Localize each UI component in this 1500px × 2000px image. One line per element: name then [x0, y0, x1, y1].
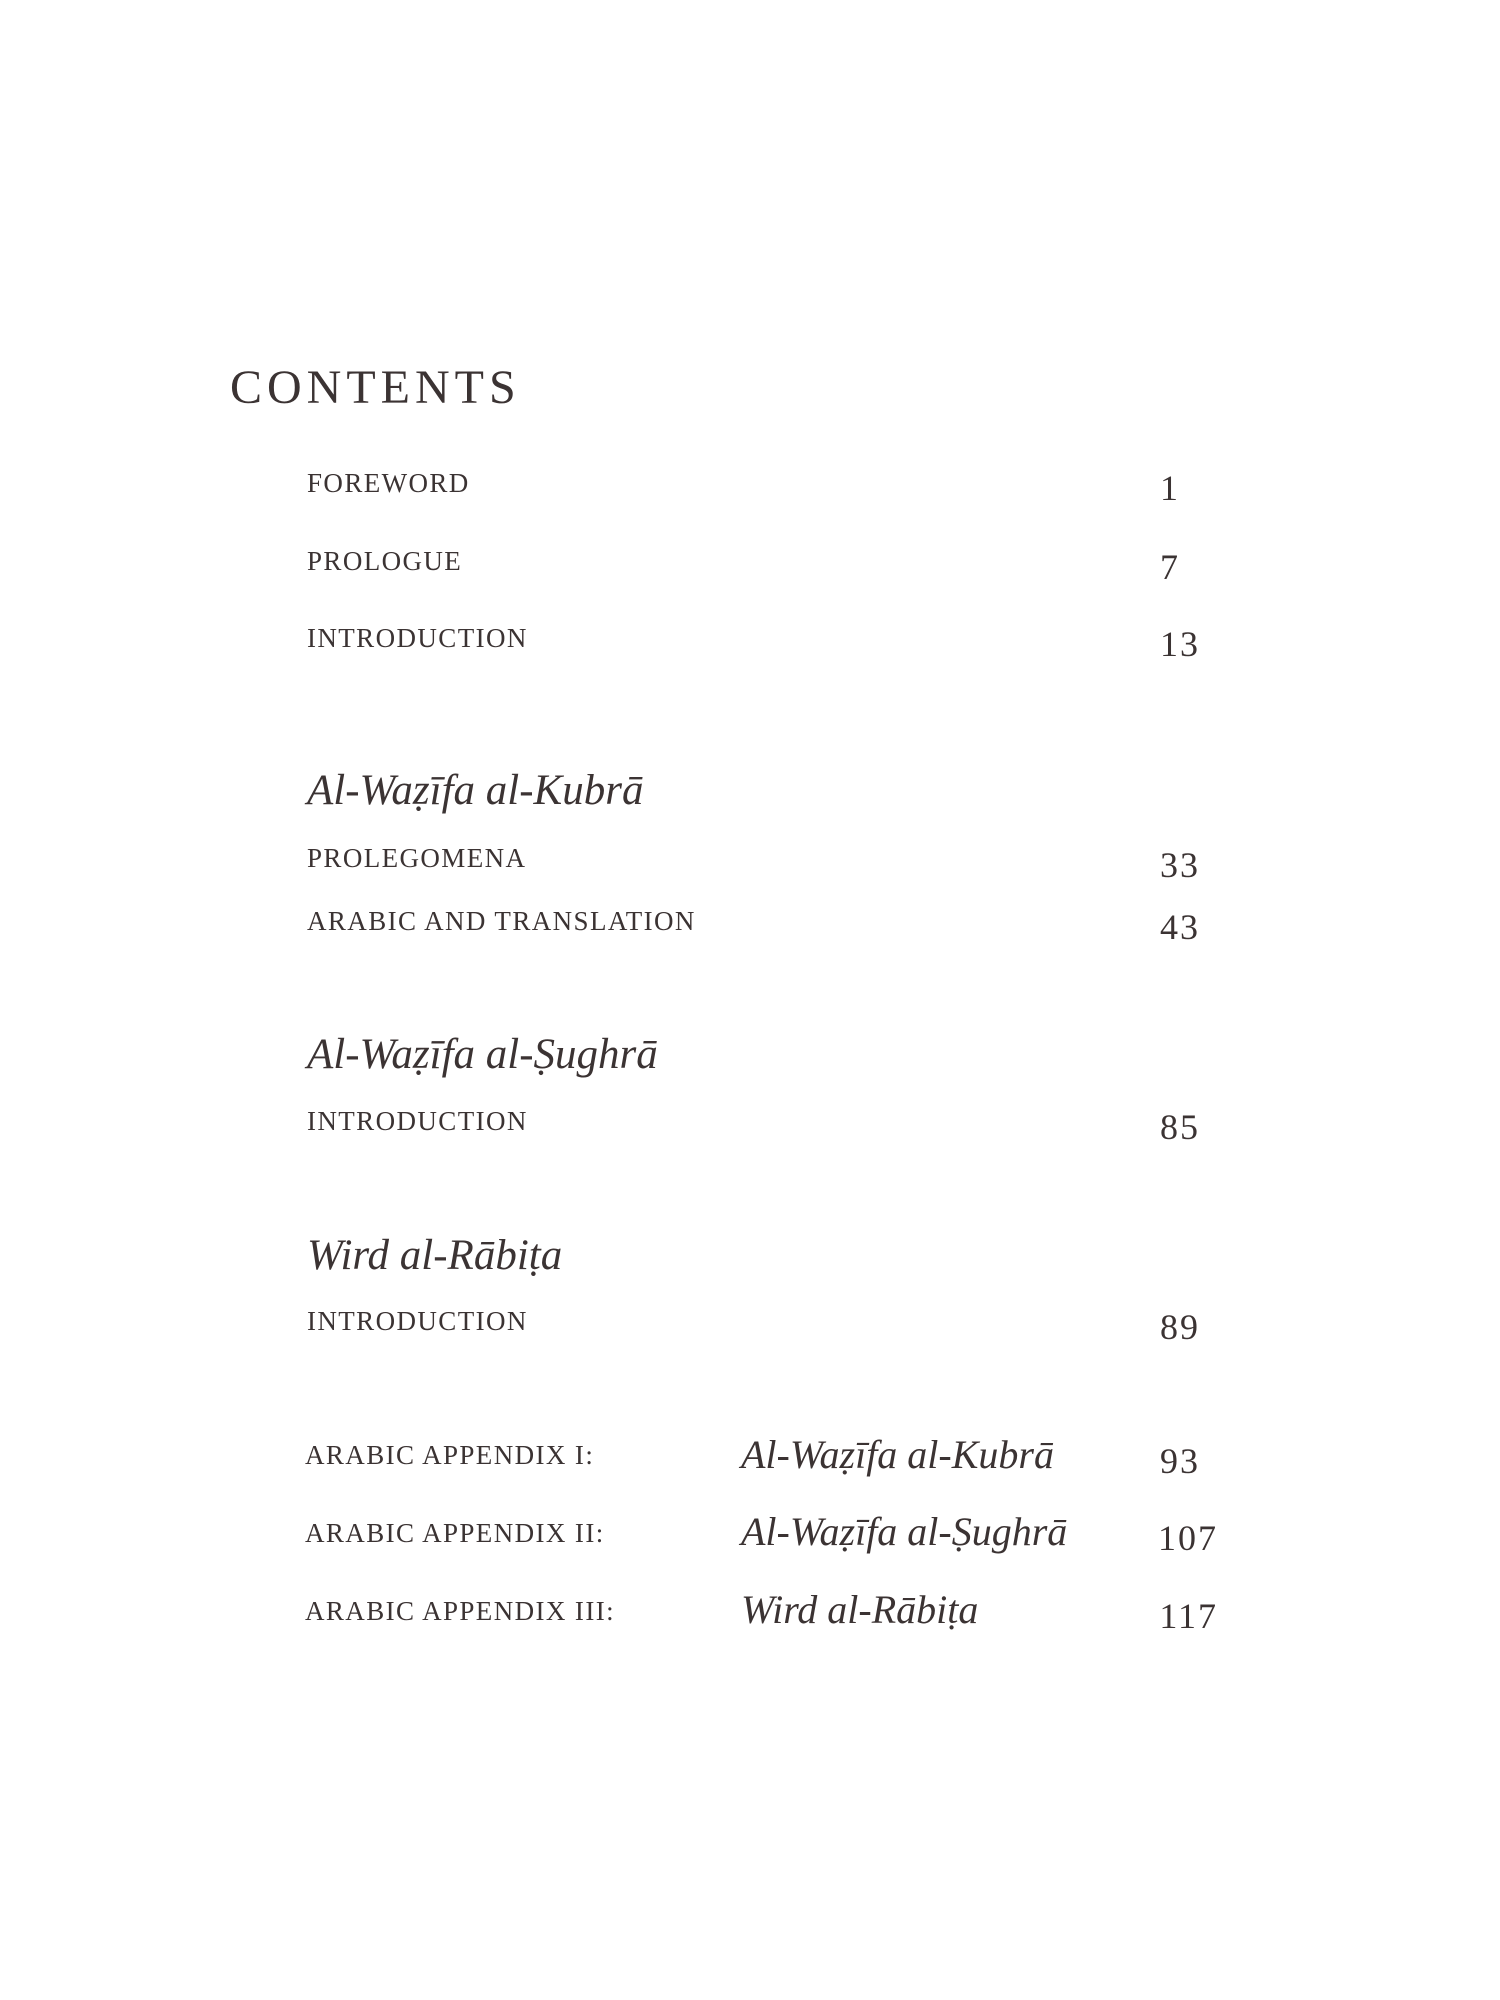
- toc-entry-introduction[interactable]: INTRODUCTION: [307, 623, 528, 653]
- toc-page-number: 13: [1160, 624, 1200, 664]
- section-title: Al-Waẓīfa al-Kubrā: [307, 767, 644, 814]
- toc-page-number: 85: [1160, 1107, 1200, 1147]
- toc-entry-arabic-and-translation[interactable]: ARABIC AND TRANSLATION: [307, 906, 696, 936]
- toc-page-number: 7: [1160, 547, 1180, 587]
- toc-entry-introduction[interactable]: INTRODUCTION: [307, 1106, 528, 1136]
- toc-page-number: 107: [1158, 1518, 1218, 1558]
- toc-page-number: 1: [1160, 468, 1180, 508]
- page-title: CONTENTS: [230, 361, 521, 414]
- toc-page-number: 33: [1160, 845, 1200, 885]
- toc-entry-appendix-3[interactable]: ARABIC APPENDIX III:: [305, 1596, 616, 1626]
- toc-entry-foreword[interactable]: FOREWORD: [307, 468, 470, 498]
- toc-entry-appendix-1[interactable]: ARABIC APPENDIX I:: [305, 1440, 595, 1470]
- toc-entry-prolegomena[interactable]: PROLEGOMENA: [307, 843, 527, 873]
- toc-page-number: 117: [1159, 1596, 1218, 1636]
- toc-page-number: 43: [1160, 907, 1200, 947]
- section-title: Wird al-Rābiṭa: [307, 1232, 563, 1279]
- appendix-title: Al-Waẓīfa al-Ṣughrā: [741, 1509, 1068, 1554]
- toc-page-number: 89: [1160, 1307, 1200, 1347]
- toc-entry-prologue[interactable]: PROLOGUE: [307, 546, 463, 576]
- appendix-title: Wird al-Rābiṭa: [741, 1587, 979, 1632]
- toc-entry-appendix-2[interactable]: ARABIC APPENDIX II:: [305, 1518, 605, 1548]
- appendix-title: Al-Waẓīfa al-Kubrā: [741, 1432, 1054, 1477]
- toc-entry-introduction[interactable]: INTRODUCTION: [307, 1306, 528, 1336]
- section-title: Al-Waẓīfa al-Ṣughrā: [307, 1031, 658, 1078]
- toc-page-number: 93: [1160, 1441, 1200, 1481]
